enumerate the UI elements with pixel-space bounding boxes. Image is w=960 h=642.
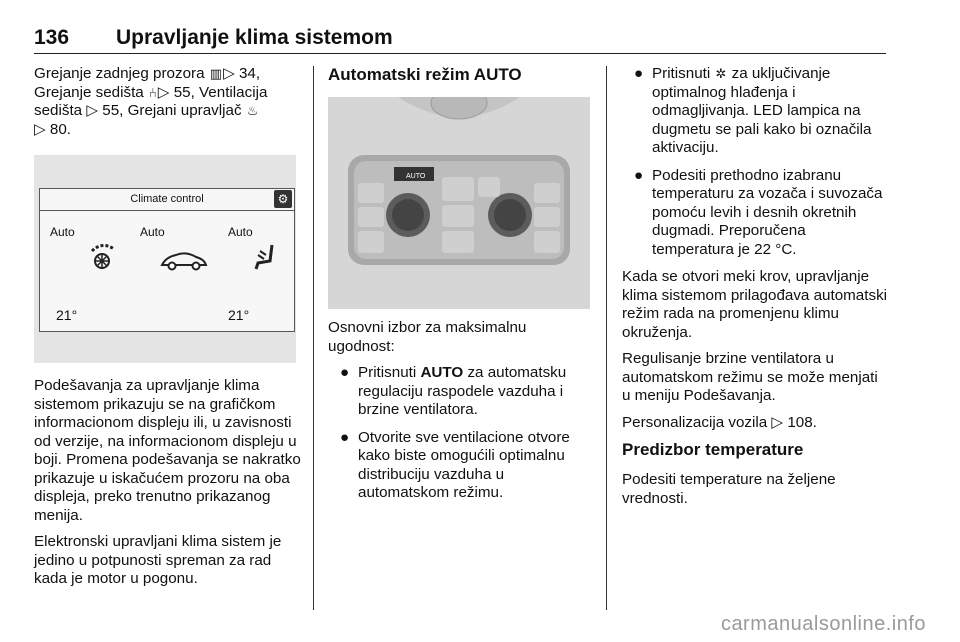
auto-label-left: Auto: [50, 225, 75, 239]
control-panel-illustration: [328, 97, 590, 309]
paragraph-soft-top: Kada se otvori meki krov, upravljanje klima sistemom prilagođava automatski režim rada na promenjenu klimu okruženja.: [622, 268, 888, 341]
chapter-title: Upravljanje klima sistemom: [116, 26, 393, 49]
column-right: [622, 65, 890, 516]
bullet-dot: ●: [340, 364, 350, 381]
bullet-temperature: ● Podesiti prethodno izabranu temperaturu za vozača i suvozača pomoću levih i desnih okretnih dugmadi. Preporučena temperatura je 22 °C.: [634, 166, 883, 258]
bullet-dot: ●: [634, 65, 644, 82]
arrow-icon: ▷: [34, 120, 46, 138]
paragraph-engine-running: Elektronski upravljani klima sistem je jedino u potpunosti spreman za rad kada je motor u pogonu.: [34, 533, 282, 587]
seat-heat-icon: ⑃: [148, 84, 157, 100]
settings-icon: ⚙: [274, 190, 292, 208]
arrow-icon: ▷: [157, 83, 170, 101]
bullet-auto: ● Pritisnuti AUTO za automatsku regulaciju raspodele vazduha i brzine ventilatora.: [340, 364, 567, 418]
bullet-defrost: ● Pritisnuti ✲ za uključivanje optimalnog hlađenja i odmagljivanja. LED lampica na dugmetu se pali kako bi označila aktivaciju.: [634, 65, 872, 156]
auto-button-label: AUTO: [406, 173, 426, 180]
steering-heat-icon: ♨: [246, 103, 259, 118]
arrow-icon: ▷: [223, 65, 235, 82]
bullet-dot: ●: [340, 428, 350, 446]
column-middle: [328, 65, 590, 512]
paragraph-fan-speed: Regulisanje brzine ventilatora u automatskom režimu se može menjati u meniju Podešavanja.: [622, 350, 878, 404]
rear-window-heat-icon: ▥: [209, 66, 223, 81]
climate-display-screen: [39, 188, 295, 332]
arrow-icon: ▷: [86, 102, 99, 119]
paragraph-preset: Podesiti temperature na željene vrednosti.: [622, 471, 836, 507]
air-distribution-car-icon: [158, 247, 210, 273]
bullet-dot: ●: [634, 166, 644, 184]
intro-paragraph: Osnovni izbor za maksimalnu ugodnost:: [328, 319, 527, 355]
column-divider: [313, 66, 314, 610]
auto-label-right: Auto: [228, 225, 253, 239]
auto-label-mid: Auto: [140, 225, 165, 239]
control-panel-figure: [328, 97, 590, 309]
paragraph-display-info: Podešavanja za upravljanje klima sistemom prikazuju se na grafičkom informacionom displeju ili, u zavisnosti od verzije, na informacionom displeju u boji. Promena podešavanja se nakratko prikazuje u iskačućem prozoru na oba displeja, preko trenutno prikazanog menija.: [34, 377, 301, 524]
column-left: [34, 65, 302, 597]
temperature-left: 21°: [56, 307, 78, 323]
defrost-icon: ✲: [715, 66, 727, 81]
section-heading-auto: Automatski režim AUTO: [328, 65, 522, 84]
bullet-vents: ● Otvorite sve ventilacione otvore kako biste omogućili optimalnu distribuciju vazduha u automatskom režimu.: [340, 428, 570, 501]
climate-control-display-figure: [34, 155, 296, 363]
display-title: Climate control: [130, 193, 204, 205]
temperature-right: 21°: [228, 307, 250, 323]
arrow-icon: ▷: [771, 413, 784, 431]
paragraph-personalization: Personalizacija vozila ▷ 108.: [622, 413, 817, 431]
page-number: 136: [34, 26, 70, 49]
seat-airflow-icon: [250, 241, 284, 275]
fan-speed-icon: [84, 241, 124, 273]
page-header: [34, 24, 886, 54]
section-heading-preset: Predizbor temperature: [622, 440, 804, 459]
watermark: carmanualsonline.info: [720, 613, 926, 635]
column-divider: [606, 66, 607, 610]
cross-reference-paragraph: Grejanje zadnjeg prozora ▥▷ 34, Grejanje sedišta ⑃▷ 55, Ventilacija sedišta ▷ 55, Grejani upravljač ♨ ▷ 80.: [34, 65, 268, 138]
